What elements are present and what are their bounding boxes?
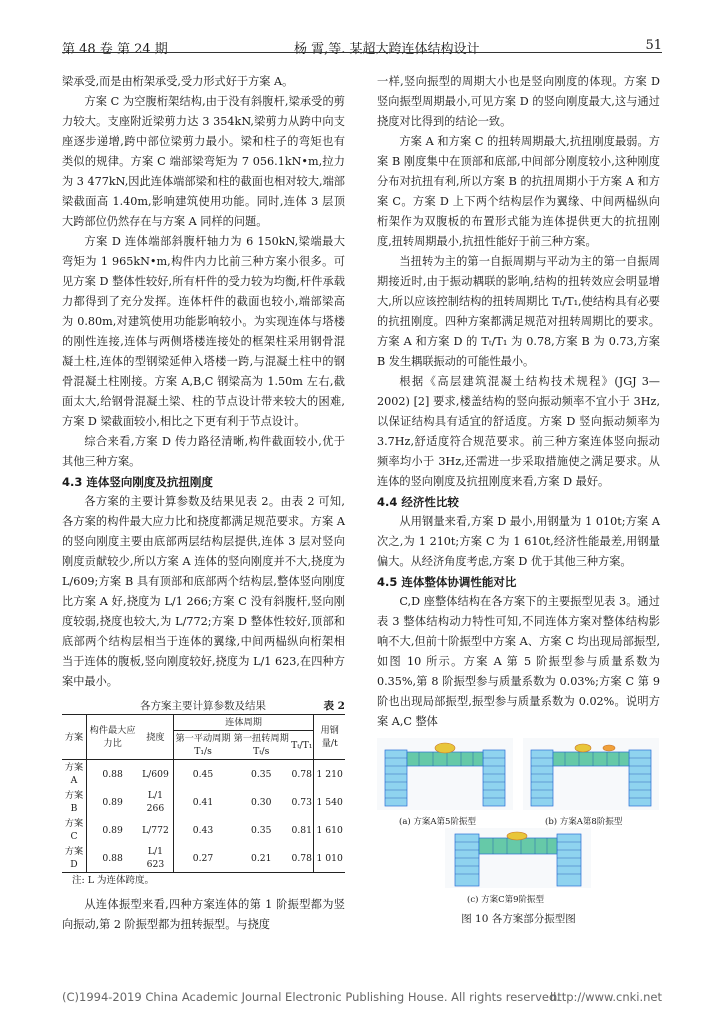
table-number: 表 2 bbox=[323, 700, 345, 712]
table-cell: 1 610 bbox=[316, 824, 343, 836]
paragraph: 综合来看,方案 D 传力路径清晰,构件截面较小,优于其他三种方案。 bbox=[62, 435, 345, 468]
subfigure-caption-c: (c) 方案C第9阶振型 bbox=[467, 895, 545, 905]
running-header bbox=[62, 30, 662, 57]
table-row bbox=[62, 788, 345, 816]
paragraph: C,D 座整体结构在各方案下的主要振型见表 3。通过表 3 整体结构动力特性可知,不同连体方案对整体结构影响不大,但前十阶振型中方案 A、方案 C 均出现局部振型,如图 10 所示。方案 A 第 5 阶振型参与质量系数为 0.35%,第 8 阶振型参与质量系数为 0.03%;方案 C 第 9 阶也出现局部振型,振型参与质量系数为 0.02%。说明方案 A,C 整体 bbox=[377, 595, 660, 728]
table-cell: 0.21 bbox=[232, 844, 290, 873]
table-caption bbox=[62, 696, 345, 714]
col-header-steel: 用钢量/t bbox=[314, 715, 345, 760]
table-cell: 1 210 bbox=[316, 768, 343, 780]
right-column bbox=[377, 72, 660, 928]
figure-caption: 图 10 各方案部分振型图 bbox=[461, 913, 576, 925]
table-cell: 1 540 bbox=[316, 796, 343, 808]
footer-url[interactable]: http://www.cnki.net bbox=[549, 990, 662, 1004]
table-cell: 0.73 bbox=[290, 788, 314, 816]
table-note: 注: L 为连体跨度。 bbox=[72, 875, 155, 886]
col-header-period-group: 连体周期 bbox=[173, 715, 314, 731]
paragraph: 各方案的主要计算参数及结果见表 2。由表 2 可知,各方案的构件最大应力比和挠度都满足规范要求。方案 A 的竖向刚度主要由底部两层结构层提供,连体 3 层对竖向刚度贡献较少,所以方案 A 连体的竖向刚度并不大,挠度为 L/609;方案 B 具有顶部和底部两个结构层,整体竖向刚度比方案 A 好,挠度为 L/1 266;方案 C 没有斜腹杆,竖向刚度较弱,挠度也较大,为 L/772;方案 D 整体性较好,顶部和底部两个结构层相当于连体的翼缘,中间两榀纵向桁架相当于连体的腹板,竖向刚度较好,挠度为 L/1 623,在四种方案中最小。 bbox=[62, 495, 345, 688]
mode-shape-figure-c bbox=[445, 828, 591, 888]
figure-10 bbox=[377, 738, 660, 908]
copyright-footer bbox=[62, 990, 662, 1004]
table-cell: 0.78 bbox=[290, 760, 314, 789]
table-cell: 0.35 bbox=[250, 768, 272, 780]
left-column bbox=[62, 72, 345, 935]
table-cell: 方案 D bbox=[62, 844, 86, 873]
table-cell: L/772 bbox=[138, 816, 173, 844]
col-header-tt: 第一扭转周期 Tₜ/s bbox=[232, 731, 290, 760]
table-cell: 0.30 bbox=[250, 796, 272, 808]
col-header-ratio: Tₜ/T₁ bbox=[290, 731, 314, 760]
paragraph: 从用钢量来看,方案 D 最小,用钢量为 1 010t;方案 A 次之,为 1 210t;方案 C 为 1 610t,经济性能最差,用钢量偏大。从经济角度考虑,方案 D 优于其他三种方案。 bbox=[377, 515, 660, 568]
paragraph: 方案 C 为空腹桁架结构,由于没有斜腹杆,梁承受的剪力较大。支座附近梁剪力达 3 354kN,梁剪力从跨中向支座逐步递增,跨中部位梁剪力最小。梁和柱子的弯矩也有类似的规律。方案 C 端部梁弯矩为 7 056.1kN•m,拉力为 3 477kN,因此连体端部梁和柱的截面也相对较大,端部梁截面高 1.40m,影响建筑使用功能。同时,连体 3 层顶大跨部位仍然存在与方案 A 同样的问题。 bbox=[62, 95, 345, 228]
table-cell: L/1 623 bbox=[138, 844, 173, 873]
table-cell: 0.35 bbox=[250, 824, 272, 836]
table-cell: 0.41 bbox=[192, 796, 214, 808]
copyright-text: (C)1994-2019 China Academic Journal Electronic Publishing House. All rights reserved. bbox=[62, 990, 560, 1004]
table-row bbox=[62, 760, 345, 789]
col-header-deflection: 挠度 bbox=[138, 715, 173, 760]
paragraph: 从连体振型来看,四种方案连体的第 1 阶振型都为竖向振动,第 2 阶振型都为扭转振型。与挠度 bbox=[62, 898, 345, 931]
mode-shape-figure-a bbox=[377, 738, 513, 810]
subfigure-caption-b: (b) 方案A第8阶振型 bbox=[545, 817, 623, 827]
table-cell: 方案 C bbox=[62, 816, 86, 844]
paragraph: 一样,竖向振型的周期大小也是竖向刚度的体现。方案 D 竖向振型周期最小,可见方案 D 的竖向刚度最大,这与通过挠度对比得到的结论一致。 bbox=[377, 75, 660, 128]
section-heading-4-3: 4.3 连体竖向刚度及抗扭刚度 bbox=[62, 475, 213, 489]
table-cell: 0.88 bbox=[102, 768, 123, 780]
journal-issue: 第 48 卷 第 24 期 bbox=[62, 42, 168, 57]
col-header-stress: 构件最大应力比 bbox=[86, 715, 138, 760]
table-cell: 1 010 bbox=[314, 844, 345, 873]
table-cell: 0.43 bbox=[192, 824, 214, 836]
table-row bbox=[62, 844, 345, 873]
table-title: 各方案主要计算参数及结果 bbox=[140, 700, 266, 712]
table-cell: 0.88 bbox=[86, 844, 138, 873]
table-cell: 0.89 bbox=[102, 824, 123, 836]
table-cell: 0.81 bbox=[290, 816, 314, 844]
table-cell: 0.78 bbox=[290, 844, 314, 873]
section-heading-4-5: 4.5 连体整体协调性能对比 bbox=[377, 575, 517, 589]
table-cell: L/1 266 bbox=[138, 788, 173, 816]
table-cell: L/609 bbox=[138, 760, 173, 789]
mode-shape-figure-b bbox=[523, 738, 659, 810]
paragraph: 方案 A 和方案 C 的扭转周期最大,抗扭刚度最弱。方案 B 刚度集中在顶部和底部,中间部分刚度较小,这种刚度分布对抗扭有利,所以方案 B 的抗扭周期小于方案 A 和方案 C。方案 D 上下两个结构层作为翼缘、中间两榀纵向桁架作为双腹板的布置形式能为连体提供更大的抗扭刚度,扭转周期最小,抗扭性能好于前三种方案。 bbox=[377, 135, 660, 248]
paragraph: 根据《高层建筑混凝土结构技术规程》(JGJ 3—2002) [2] 要求,楼盖结构的竖向振动频率不宜小于 3Hz,以保证结构具有适宜的舒适度。方案 D 竖向振动频率为 3.7Hz,舒适度符合规范要求。前三种方案连体竖向振动频率均小于 3Hz,还需进一步采取措施使之满足要求。从连体的竖向刚度及抗扭刚度来看,方案 D 最好。 bbox=[377, 375, 660, 488]
paragraph: 当扭转为主的第一自振周期与平动为主的第一自振周期接近时,由于振动耦联的影响,结构的扭转效应会明显增大,所以应该控制结构的扭转周期比 Tₜ/T₁,使结构具有必要的抗扭刚度。四种方案都满足规范对扭转周期比的要求。方案 A 和方案 D 的 Tₜ/T₁ 为 0.78,方案 B 为 0.73,方案 B 发生耦联振动的可能性最小。 bbox=[377, 255, 660, 368]
table-cell: 0.45 bbox=[192, 768, 214, 780]
paragraph: 梁承受,而是由桁架承受,受力形式好于方案 A。 bbox=[62, 75, 294, 88]
paragraph: 方案 D 连体端部斜腹杆轴力为 6 150kN,梁端最大弯矩为 1 965kN•m,构件内力比前三种方案小很多。可见方案 D 整体性较好,所有杆件的受力较为均衡,杆件承载力都得到了充分发挥。连体杆件的截面也较小,端部梁高为 0.80m,对建筑使用功能影响较小。为实现连体与塔楼的刚性连接,连体与两侧塔楼连接处的框架柱采用钢骨混凝土柱,连体的型钢梁延伸入塔楼一跨,与混凝土柱中的钢骨混凝土柱刚接。方案 A,B,C 钢梁高为 1.50m 左右,截面太大,给钢骨混凝土梁、柱的节点设计带来较大的困难,方案 D 梁截面较小,相比之下更有利于节点设计。 bbox=[62, 235, 345, 428]
table-cell: 0.89 bbox=[102, 796, 123, 808]
col-header-scheme: 方案 bbox=[62, 715, 86, 760]
table-row bbox=[62, 816, 345, 844]
page-number: 51 bbox=[645, 38, 662, 53]
table-cell: 方案 A bbox=[62, 760, 86, 789]
results-table bbox=[62, 714, 345, 873]
section-heading-4-4: 4.4 经济性比较 bbox=[377, 495, 459, 509]
article-running-title: 杨 霄,等. 某超大跨连体结构设计 bbox=[294, 42, 480, 57]
header-rule bbox=[62, 52, 662, 53]
table-cell: 0.27 bbox=[173, 844, 232, 873]
table-cell: 方案 B bbox=[62, 788, 86, 816]
subfigure-caption-a: (a) 方案A第5阶振型 bbox=[399, 817, 476, 827]
col-header-t1: 第一平动周期 T₁/s bbox=[173, 731, 232, 760]
